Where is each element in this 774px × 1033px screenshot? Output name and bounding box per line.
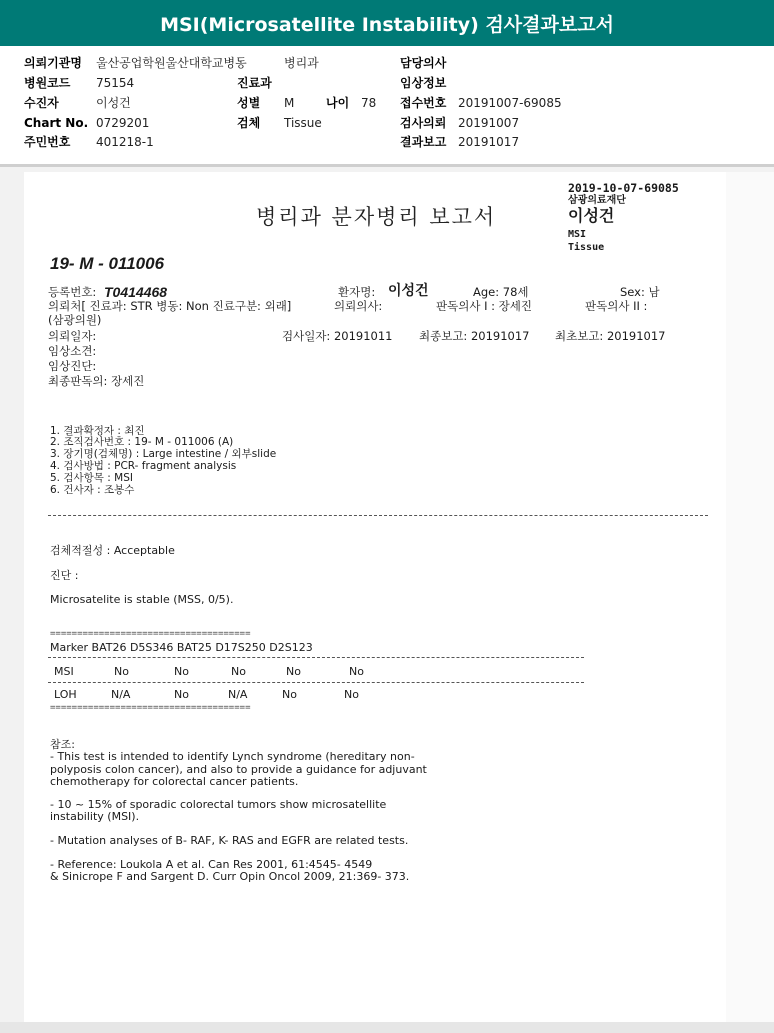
list-item: 3. 장기명(검체명) : Large intestine / 외부slide [50,448,277,460]
table-cell: No [231,665,246,678]
resident-label: 주민번호 [24,135,71,149]
physician-label: 담당의사 [400,56,447,70]
list-item: & Sinicrope F and Sargent D. Curr Opin Oncol 2009, 21:369- 373. [50,870,410,883]
table-rule-bottom: ===================================== [50,703,251,713]
stamp-name: 이성건 [568,206,615,225]
clinical-info-label: 임상정보 [400,76,447,90]
ref-label: 참조: [50,738,75,751]
report-label: 결과보고 [400,135,447,149]
list-item: - 10 ~ 15% of sporadic colorectal tumors show microsatellite [50,798,387,811]
table-cell: No [349,665,364,678]
specimen-value: Tissue [284,116,322,130]
section-divider [48,515,708,516]
receipt-label: 접수번호 [400,96,447,110]
final-reader: 최종판독의: 장세진 [48,374,145,388]
stamp-org: 삼광의료재단 [568,195,626,206]
request-label: 검사의뢰 [400,116,447,130]
resident-value: 401218-1 [96,135,154,149]
clinic-label: 진료과 [237,76,272,90]
table-cell: N/A [228,688,248,701]
table-cell: N/A [111,688,131,701]
request-value: 20191007 [458,116,520,130]
diagnosis-label: 진단 : [50,569,79,582]
request-date: 의뢰일자: [48,329,97,343]
institution-value: 울산공업학원울산대학교병동 [96,56,247,70]
list-item: 1. 결과확정자 : 최진 [50,425,145,437]
list-item: chemotherapy for colorectal cancer patients. [50,775,299,788]
table-divider [48,682,584,683]
requester-line: 의뢰처[ 진료과: STR 병동: Non 진료구분: 외래] [48,299,292,313]
chart-label: Chart No. [24,116,89,130]
list-item: 4. 검사방법 : PCR- fragment analysis [50,460,237,472]
adequacy-text: 검체적절성 : Acceptable [50,544,175,557]
clinical-diagnosis: 임상진단: [48,359,97,373]
case-number: 19- M - 011006 [50,254,165,273]
receipt-value: 20191007-69085 [458,96,562,110]
divider [0,164,774,167]
first-report-date: 최초보고: 20191017 [555,329,666,343]
patient-name-label: 환자명: [338,285,376,299]
table-divider [48,657,584,658]
table-cell: No [344,688,359,701]
specimen-label: 검체 [237,116,261,130]
page-title: MSI(Microsatellite Instability) 검사결과보고서 [160,13,614,36]
chart-value: 0729201 [96,116,150,130]
hospital-code-value: 75154 [96,76,135,90]
table-cell: No [114,665,129,678]
patient-label: 수진자 [24,96,59,110]
document-title: 병리과 분자병리 보고서 [256,205,497,229]
list-item: 6. 건사자 : 조봉수 [50,484,135,496]
table-header: Marker BAT26 D5S346 BAT25 D17S250 D2S123 [50,641,313,654]
list-item: - Mutation analyses of B- RAF, K- RAS and EGFR are related tests. [50,834,409,847]
scan-margin [726,172,774,1024]
age-label: 나이 [326,96,350,110]
table-rule-top: ===================================== [50,629,251,639]
reg-label: 등록번호: [48,285,97,299]
exam-date: 검사일자: 20191011 [282,329,393,343]
report-title-bar [0,0,774,46]
table-cell: MSI [54,665,74,678]
age-value: 78 [361,96,377,110]
sex-text: Sex: 남 [620,285,660,299]
list-item: - Reference: Loukola A et al. Can Res 2001, 61:4545- 4549 [50,858,373,871]
list-item: 5. 검사항목 : MSI [50,472,133,484]
list-item: polyposis colon cancer), and also to provide a guidance for adjuvant [50,763,427,776]
patient-info-panel [0,46,774,164]
final-report-date: 최종보고: 20191017 [419,329,530,343]
requester-org: (삼광의원) [48,313,102,327]
table-cell: No [286,665,301,678]
reg-value: T0414468 [104,284,168,300]
table-cell: No [282,688,297,701]
hospital-code-label: 병원코드 [24,76,71,90]
diagnosis-text: Microsatelite is stable (MSS, 0/5). [50,593,234,606]
table-cell: No [174,665,189,678]
list-item: - This test is intended to identify Lynch syndrome (hereditary non- [50,750,415,763]
reader-2: 판독의사 II : [585,299,648,313]
requester-doctor: 의뢰의사: [334,299,383,313]
stamp-date: 2019-10-07-69085 [568,181,679,195]
patient-value: 이성건 [96,96,131,110]
report-value: 20191017 [458,135,520,149]
sex-label: 성별 [237,96,261,110]
table-cell: No [174,688,189,701]
list-item: instability (MSI). [50,810,140,823]
list-item: 2. 조직검사번호 : 19- M - 011006 (A) [50,436,234,448]
reader-1: 판독의사 I : 장세진 [436,299,532,313]
patient-name-value: 이성건 [388,283,429,299]
clinical-findings: 임상소견: [48,344,97,358]
stamp-specimen: Tissue [568,242,605,253]
scanned-report [24,172,726,1024]
sex-value: M [284,96,295,110]
institution-label: 의뢰기관명 [24,56,82,70]
table-cell: LOH [54,688,77,701]
department-value: 병리과 [284,56,319,70]
page-footer-bar [0,1022,774,1033]
age-text: Age: 78세 [473,285,529,299]
stamp-test: MSI [568,229,587,240]
